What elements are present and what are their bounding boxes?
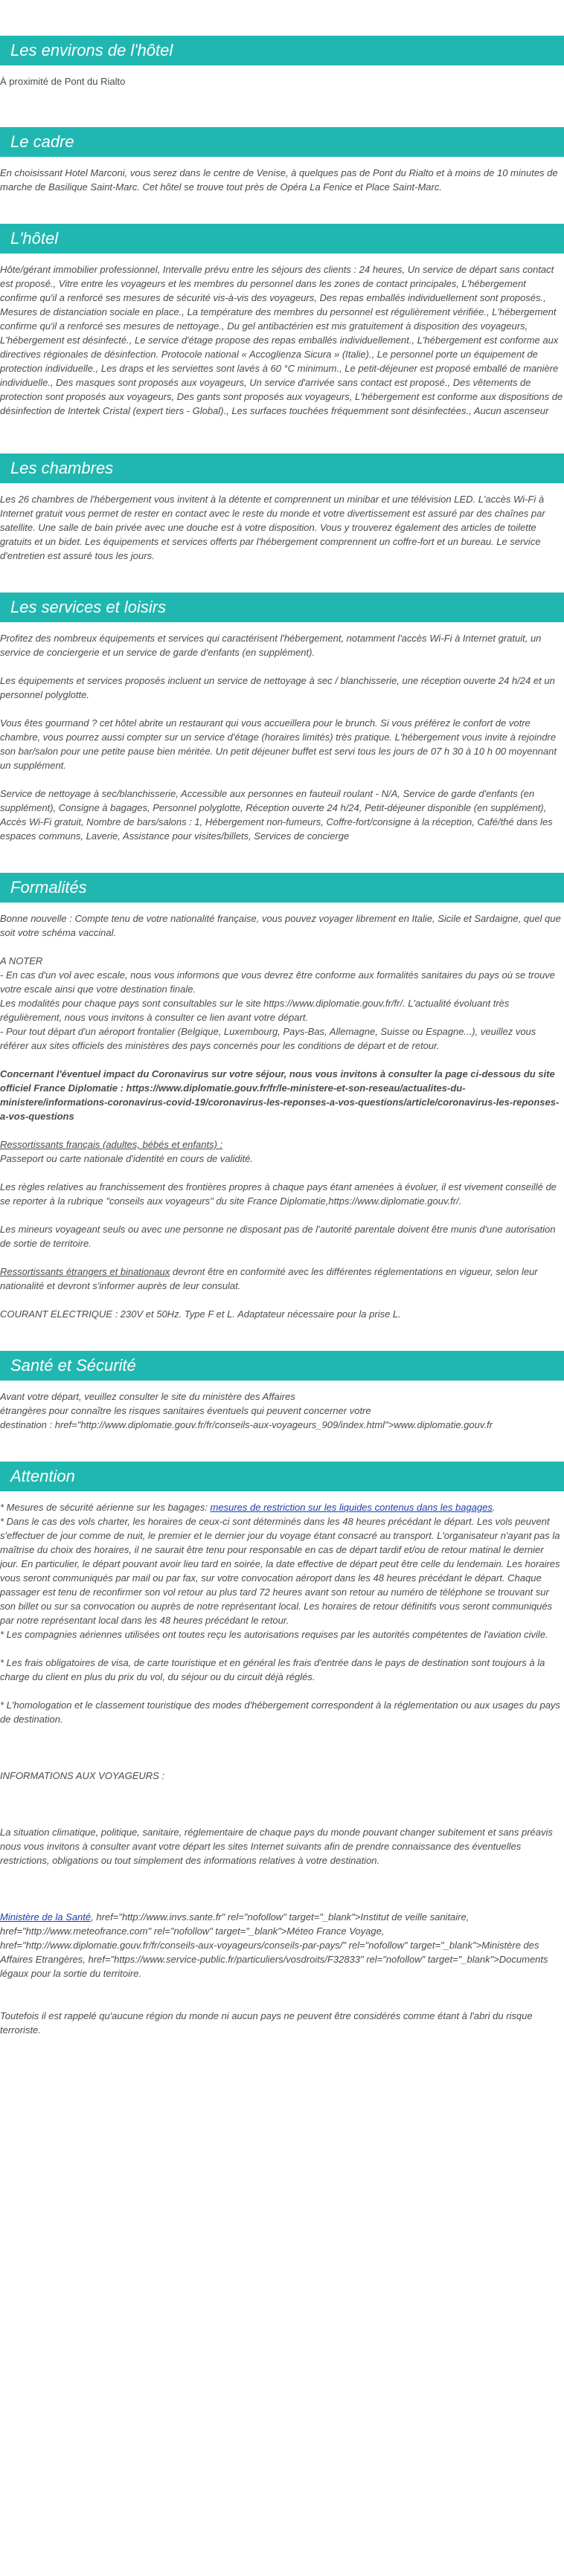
attention-bagages-post: . (492, 1502, 496, 1513)
section-formalites (0, 873, 564, 1321)
services-p2: Les équipements et services proposés incluent un service de nettoyage à sec / blanchisserie, une réception ouverte 24 h/24 et un personnel polyglotte. (0, 675, 555, 700)
ressortissants-etrangers-title: Ressortissants étrangers et binationaux (0, 1266, 170, 1277)
section-environs (0, 36, 564, 88)
services-p3: Vous êtes gourmand ? cet hôtel abrite un restaurant qui vous accueillera pour le brunch. Si vous préférez le confort de votre chambre, vous pourrez aussi compter sur un service d'étage (horaires limités) très pratique. L'hébergement vous invite à rejoindre son bar/salon pour une petite pause bien méritée. Un petit déjeuner buffet est servi tous les jours de 07 h 30 à 10 h 00 moyennant un supplément. (0, 717, 557, 771)
ressortissants-francais-text: Passeport ou carte nationale d'identité en cours de validité. (0, 1153, 253, 1164)
mineurs-text: Les mineurs voyageant seuls ou avec une personne ne disposant pas de l'autorité parentale doivent être munis d'une autorisation de sortie de territoire. (0, 1224, 556, 1249)
section-hotel (0, 224, 564, 418)
section-title-hotel: L'hôtel (0, 224, 564, 254)
liquides-restriction-link[interactable]: mesures de restriction sur les liquides contenus dans les bagages (210, 1502, 493, 1513)
sante-line-1: Avant votre départ, veuillez consulter le site du ministère des Affaires (0, 1391, 295, 1402)
situation-line-2: nous vous invitons à consulter avant votre départ les sites Internet suivants afin de prendre connaissance des éventuelles restrictions, obligations ou tout simplement des informations relatives à votre destination. (0, 1841, 522, 1866)
attention-frais: * Les frais obligatoires de visa, de carte touristique et en général les frais d'entrée dans le pays de destination sont toujours à la charge du client en plus du prix du vol, du séjour ou du circuit déjà réglés. (0, 1657, 545, 1682)
anoter-line-1: - En cas d'un vol avec escale, nous vous informons que vous devrez être conforme aux formalités sanitaires du pays où se trouve votre escale ainsi que votre destination finale. (0, 969, 556, 995)
coronavirus-notice: Concernant l'éventuel impact du Coronavirus sur votre séjour, nous vous invitons à consulter la page ci-dessous du site officiel France Diplomatie : https://www.diplomatie.gouv.fr/fr/le-ministere-et-son-reseau/actualites-du-ministere/informations-coronavirus-covid-19/coronavirus-les-reponses-a-vos-questions/article/coronavirus-les-reponses-a-vos-questions (0, 1068, 560, 1122)
section-title-chambres: Les chambres (0, 453, 564, 483)
anoter-line-2: Les modalités pour chaque pays sont consultables sur le site https://www.diplomatie.gouv.fr/fr/. L'actualité évoluant très régulièrement, nous vous invitons à consulter ce lien avant votre départ. (0, 998, 510, 1023)
section-title-cadre: Le cadre (0, 127, 564, 157)
regles-frontieres: Les règles relatives au franchissement des frontières propres à chaque pays étant amenées à évoluer, il est vivement conseillé de se reporter à la rubrique "conseils aux voyageurs" du site France Diplomatie,https://www.diplomatie.gouv.fr/. (0, 1181, 557, 1207)
ressortissants-francais-title: Ressortissants français (adultes, bébés et enfants) : (0, 1139, 223, 1150)
ressortissants-etrangers (0, 1265, 564, 1293)
formalites-p1: Bonne nouvelle : Compte tenu de votre nationalité française, vous pouvez voyager librement en Italie, Sicile et Sardaigne, quel que soit votre schéma vaccinal. (0, 913, 561, 938)
page (0, 36, 564, 2037)
section-cadre (0, 127, 564, 194)
attention-compagnies: * Les compagnies aériennes utilisées ont toutes reçu les autorisations requises par les autorités compétentes de l'aviation civile. (0, 1629, 548, 1640)
courant-electrique: COURANT ELECTRIQUE : 230V et 50Hz. Type F et L. Adaptateur nécessaire pour la prise L. (0, 1308, 401, 1320)
anoter-title: A NOTER (0, 955, 43, 966)
ressortissants-etrangers-text: devront être en conformité avec les différentes réglementations en vigueur, selon leur nationalité et devront s'informer auprès de leur consulat. (0, 1266, 538, 1291)
section-attention (0, 1462, 564, 2037)
section-chambres (0, 453, 564, 563)
situation-line-1: La situation climatique, politique, sanitaire, réglementaire de chaque pays du monde pouvant changer subitement et sans préavis (0, 1827, 553, 1838)
attention-homologation: * L'homologation et le classement touristique des modes d'hébergement correspondent à la réglementation ou aux usages du pays de destination. (0, 1699, 560, 1725)
sante-line-3: destination : href="http://www.diplomatie.gouv.fr/fr/conseils-aux-voyageurs_909/index.html">www.diplomatie.gouv.fr (0, 1419, 493, 1430)
attention-bagages-pre: * Mesures de sécurité aérienne sur les bagages: (0, 1502, 211, 1513)
section-title-services: Les services et loisirs (0, 593, 564, 622)
section-services (0, 593, 564, 843)
attention-vols-charter: * Dans le cas des vols charter, les horaires de ceux-ci sont déterminés dans les 48 heures précédant le départ. Les vols peuvent s'effectuer de jour comme de nuit, le premier et le dernier jour du voyage étant consacré au transport. L'organisateur n'ayant pas la maîtrise du choix des horaires, il ne saurait être tenu pour responsable en cas de départ tardif et/ou de retour matinal le dernier jour. En particulier, le départ pouvant avoir lieu tard en soirée, la date effective de départ peut être celle du lendemain. Les horaires vous seront communiqués par mail ou par fax, sur votre convocation aéroport dans les 48 heures précédant le départ. Chaque passager est tenu de reconfirmer son vol retour au plus tard 72 heures avant son retour au numéro de téléphone se trouvant sur son billet ou sur sa convocation ou auprès de notre représentant local. Les horaires de retour définitifs vous seront communiqués par notre représentant local dans les 48 heures précédant le retour. (0, 1516, 560, 1626)
ministere-sante-link[interactable]: Ministère de la Santé (0, 1911, 92, 1923)
sites-links-rest: , href="http://www.invs.sante.fr" rel="nofollow" target="_blank">Institut de veille sanitaire, href="http://www.meteofrance.com" rel="nofollow" target="_blank">Méteo France Voyage, href="http://www.diplomatie.gouv.fr/fr/conseils-aux-voyageurs/conseils-par-pays/" rel="nofollow" target="_blank">Ministère des Affaires Etrangères, href="https://www.service-public.fr/particuliers/vosdroits/F32833" rel="nofollow" target="_blank">Documents légaux pour la sortie du territoire. (0, 1911, 548, 1979)
chambres-text: Les 26 chambres de l'hébergement vous invitent à la détente et comprennent un minibar et une télévision LED. L'accès Wi-Fi à Internet gratuit vous permet de rester en contact avec le reste du monde et votre divertissement est assuré par des chaînes par satellite. Une salle de bain privée avec une douche est à votre disposition. Vous y trouverez également des articles de toilette gratuits et un bidet. Les équipements et services offerts par l'hébergement comprennent un coffre-fort et un bureau. Le service d'entretien est assuré tous les jours. (0, 494, 545, 561)
section-title-formalites: Formalités (0, 873, 564, 903)
environs-text: À proximité de Pont du Rialto (0, 76, 126, 87)
services-p1: Profitez des nombreux équipements et services qui caractérisent l'hébergement, notamment l'accès Wi-Fi à Internet gratuit, un service de conciergerie et un service de garde d'enfants (en supplément). (0, 633, 542, 658)
section-title-sante: Santé et Sécurité (0, 1351, 564, 1381)
anoter-line-3: - Pour tout départ d'un aéroport frontalier (Belgique, Luxembourg, Pays-Bas, Allemagne, Suisse ou Espagne...), veuillez vous référer aux sites officiels des ministères des pays concernés pour les conditions de départ et de retour. (0, 1026, 536, 1051)
section-title-attention: Attention (0, 1462, 564, 1491)
cadre-text: En choisissant Hotel Marconi, vous serez dans le centre de Venise, à quelques pas de Pont du Rialto et à moins de 10 minutes de marche de Basilique Saint-Marc. Cet hôtel se trouve tout près de Opéra La Fenice et Place Saint-Marc. (0, 167, 558, 193)
informations-voyageurs-title: INFORMATIONS AUX VOYAGEURS : (0, 1770, 165, 1781)
services-p4: Service de nettoyage à sec/blanchisserie, Accessible aux personnes en fauteuil roulant - N/A, Service de garde d'enfants (en supplément), Consigne à bagages, Personnel polyglotte, Réception ouverte 24 h/24, Petit-déjeuner disponible (en supplément), Accès Wi-Fi gratuit, Nombre de bars/salons : 1, Hébergement non-fumeurs, Coffre-fort/consigne à la réception, Café/thé dans les espaces communs, Laverie, Assistance pour visites/billets, Services de concierge (0, 788, 553, 842)
hotel-text: Hôte/gérant immobilier professionnel, Intervalle prévu entre les séjours des clients : 24 heures, Un service de départ sans contact est proposé., Vitre entre les voyageurs et les membres du personnel dans les zones de contact principales, L'hébergement confirme qu'il a renforcé ses mesures de sécurité vis-à-vis des voyageurs, Des repas emballés individuellement sont proposés., Mesures de distanciation sociale en place., La température des membres du personnel est régulièrement vérifiée., L'hébergement confirme qu'il a renforcé ses mesures de nettoyage., Du gel antibactérien est mis gratuitement à disposition des voyageurs, L'hébergement est désinfecté., Le service d'étage propose des repas emballés individuellement., L'hébergement est conforme aux directives régionales de désinfection. Protocole national « Accoglienza Sicura » (Italie)., Le personnel porte un équipement de protection individuelle., Les draps et les serviettes sont lavés à 60 °C minimum., Le petit-déjeuner est proposé emballé de manière individuelle., Des masques sont proposés aux voyageurs, Un service d'arrivée sans contact est proposé., Des vêtements de protection sont proposés aux voyageurs, Des gants sont proposés aux voyageurs, L'hébergement est conforme aux dispositions de désinfection de Intertek Cristal (expert tiers - Global)., Les surfaces touchées fréquemment sont désinfectées., Aucun ascenseur (0, 264, 563, 416)
terrorisme-notice: Toutefois il est rappelé qu'aucune région du monde ni aucun pays ne peuvent être considérés comme étant à l'abri du risque terroriste. (0, 2010, 533, 2036)
section-sante (0, 1351, 564, 1432)
sante-line-2: étrangères pour connaître les risques sanitaires éventuels qui peuvent concerner votre (0, 1405, 371, 1416)
sites-links (0, 1910, 564, 1981)
section-title-environs: Les environs de l'hôtel (0, 36, 564, 65)
attention-bagages (0, 1500, 564, 1514)
